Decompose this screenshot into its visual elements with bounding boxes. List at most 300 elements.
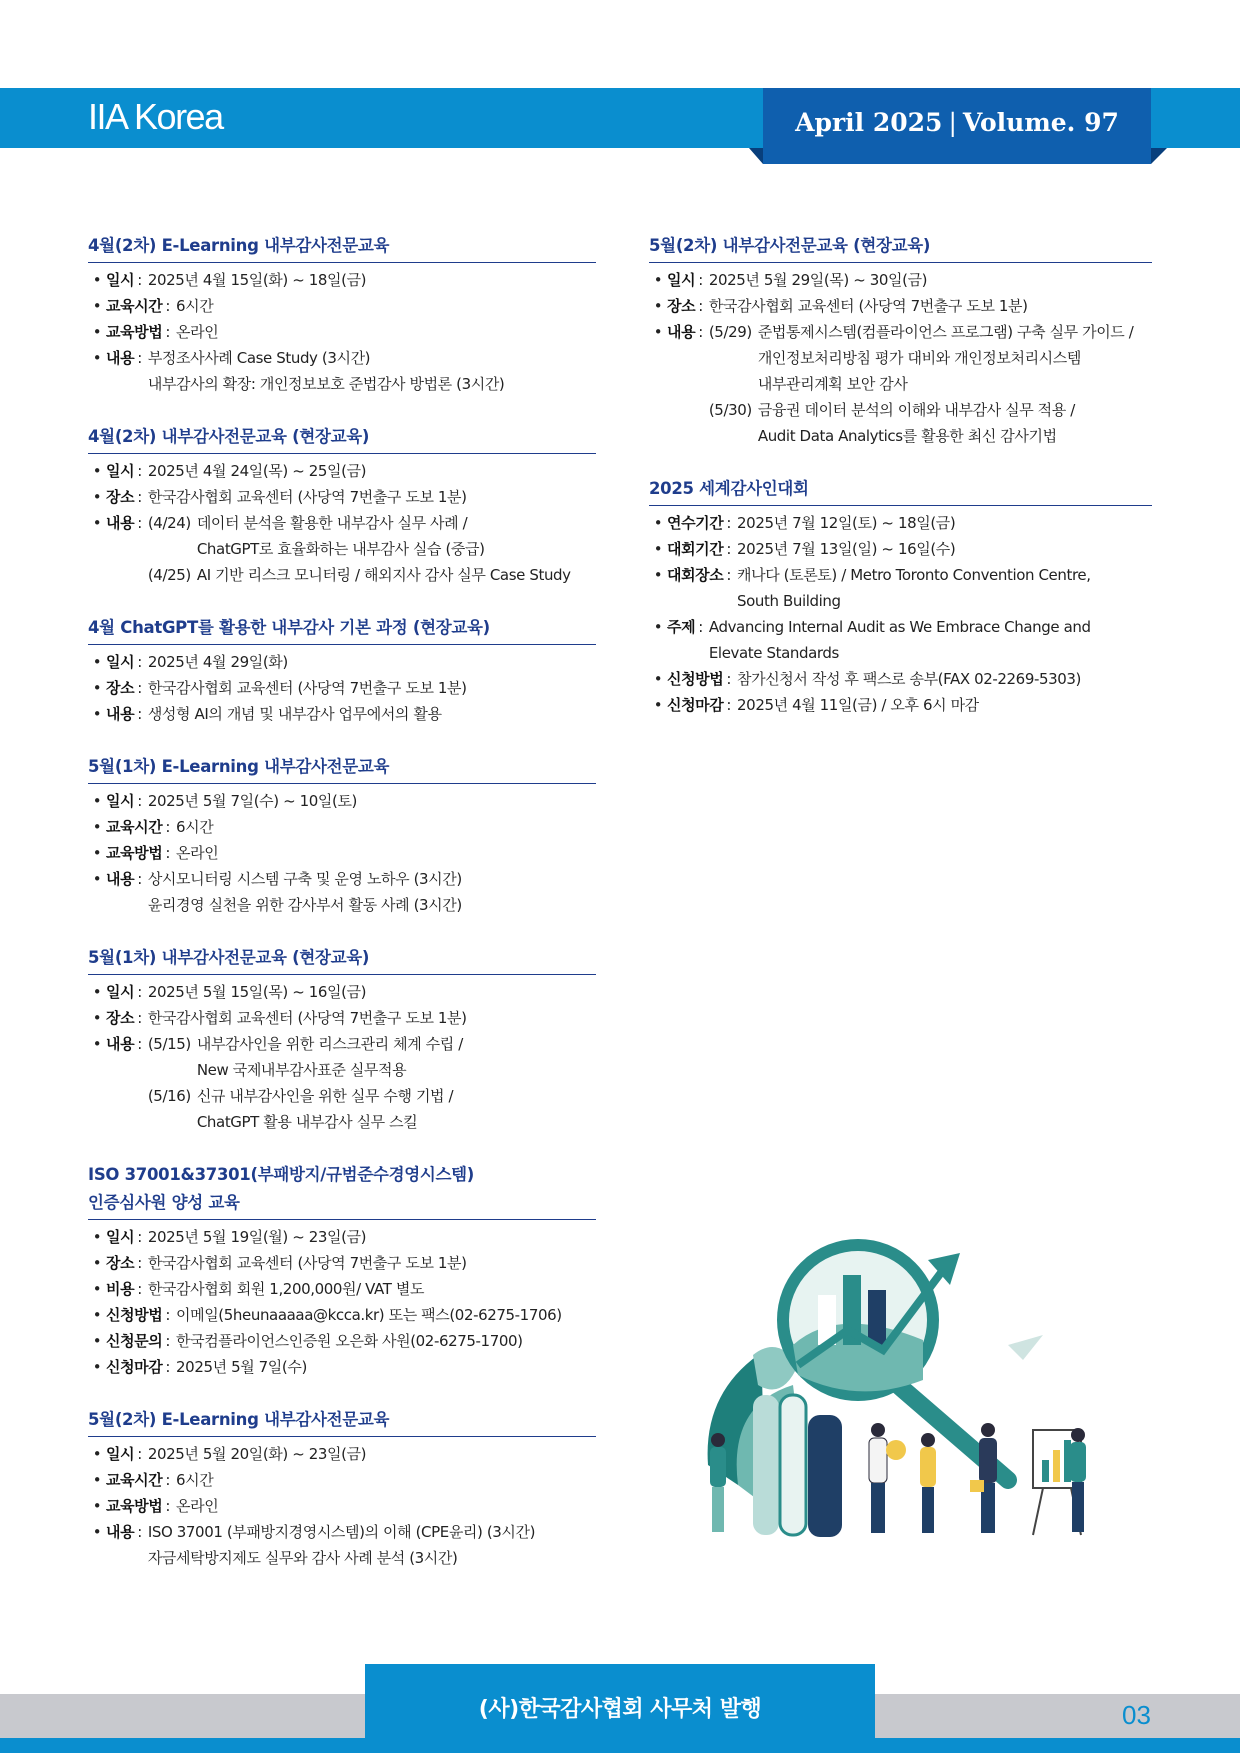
session-lines xyxy=(758,319,1152,397)
detail-row xyxy=(88,458,596,484)
detail-line: 6시간 xyxy=(176,818,214,836)
audit-analytics-illustration xyxy=(698,1235,1098,1545)
bullet-icon: • xyxy=(92,1445,102,1463)
detail-line: 6시간 xyxy=(176,297,214,315)
detail-line: 한국감사협회 교육센터 (사당역 7번출구 도보 1분) xyxy=(147,1009,467,1027)
detail-line: Elevate Standards xyxy=(708,644,839,662)
detail-value xyxy=(737,510,1152,536)
detail-row xyxy=(649,267,1152,293)
detail-line: 2025년 5월 19일(월) ~ 23일(금) xyxy=(147,1228,367,1246)
detail-value xyxy=(148,1031,596,1135)
detail-label: 신청마감 xyxy=(106,1358,163,1376)
detail-value xyxy=(709,293,1152,319)
detail-row xyxy=(88,1441,596,1467)
course-section xyxy=(649,232,1152,449)
detail-row xyxy=(649,692,1152,718)
detail-line: 2025년 5월 7일(수) xyxy=(176,1358,307,1376)
detail-row xyxy=(88,675,596,701)
page-number: 03 xyxy=(1122,1700,1151,1730)
detail-label: 일시 xyxy=(106,653,135,671)
detail-label: 일시 xyxy=(106,983,135,1001)
section-title-line: 5월(2차) E-Learning 내부감사전문교육 xyxy=(88,1410,390,1429)
detail-line: 2025년 4월 15일(화) ~ 18일(금) xyxy=(147,271,367,289)
label-separator: : xyxy=(137,1523,142,1541)
detail-line: 준법통제시스템(컴플라이언스 프로그램) 구축 실무 가이드 / xyxy=(757,323,1134,341)
person-legs xyxy=(1072,1482,1084,1532)
detail-row xyxy=(88,484,596,510)
course-section xyxy=(88,232,596,397)
content-session xyxy=(148,1083,596,1135)
issue-volume: Volume. 97 xyxy=(962,108,1119,137)
section-title-line: 4월(2차) E-Learning 내부감사전문교육 xyxy=(88,236,390,255)
bullet-icon: • xyxy=(653,618,663,636)
detail-label: 비용 xyxy=(106,1280,135,1298)
detail-value xyxy=(176,293,596,319)
issue-separator: | xyxy=(948,108,957,137)
detail-line: 한국감사협회 교육센터 (사당역 7번출구 도보 1분) xyxy=(147,488,467,506)
book-shape xyxy=(808,1415,842,1537)
detail-label: 교육방법 xyxy=(106,844,163,862)
detail-row xyxy=(649,562,1152,614)
detail-row xyxy=(649,614,1152,666)
detail-label: 주제 xyxy=(667,618,696,636)
session-date: (5/15) xyxy=(147,1035,191,1053)
detail-label: 내용 xyxy=(106,705,135,723)
session-lines xyxy=(197,562,596,588)
detail-label: 내용 xyxy=(106,870,135,888)
label-separator: : xyxy=(726,540,732,558)
section-title-line: 5월(1차) E-Learning 내부감사전문교육 xyxy=(88,757,390,776)
detail-line: AI 기반 리스크 모니터링 / 해외지사 감사 실무 Case Study xyxy=(196,566,571,584)
content-session xyxy=(148,562,596,588)
section-title-line: 인증심사원 양성 교육 xyxy=(88,1193,240,1212)
label-separator: : xyxy=(137,462,142,480)
detail-line: 상시모니터링 시스템 구축 및 운영 노하우 (3시간) xyxy=(147,870,462,888)
detail-label: 일시 xyxy=(106,271,135,289)
section-title xyxy=(88,423,596,454)
detail-row xyxy=(88,1467,596,1493)
detail-line: 2025년 5월 7일(수) ~ 10일(토) xyxy=(147,792,357,810)
label-separator: : xyxy=(165,297,171,315)
label-separator: : xyxy=(137,1445,142,1463)
course-section xyxy=(88,753,596,918)
person-head xyxy=(871,1423,885,1437)
detail-row xyxy=(88,701,596,727)
bullet-icon: • xyxy=(653,514,663,532)
label-separator: : xyxy=(137,870,142,888)
book-shape xyxy=(753,1395,779,1535)
detail-row xyxy=(88,1519,596,1571)
detail-value xyxy=(176,1493,596,1519)
label-separator: : xyxy=(698,271,703,289)
session-date: (5/16) xyxy=(147,1087,191,1105)
bullet-icon: • xyxy=(653,670,663,688)
course-section xyxy=(88,614,596,727)
detail-row xyxy=(88,1031,596,1135)
detail-value xyxy=(148,458,596,484)
detail-line: 2025년 4월 24일(목) ~ 25일(금) xyxy=(147,462,367,480)
bullet-icon: • xyxy=(653,566,663,584)
bullet-icon: • xyxy=(653,696,663,714)
label-separator: : xyxy=(698,297,703,315)
detail-label: 일시 xyxy=(106,1445,135,1463)
detail-row xyxy=(88,979,596,1005)
detail-row xyxy=(88,788,596,814)
detail-value xyxy=(148,345,596,397)
section-title xyxy=(88,944,596,975)
detail-row xyxy=(649,536,1152,562)
section-title xyxy=(88,1406,596,1437)
detail-line: 윤리경영 실천을 위한 감사부서 활동 사례 (3시간) xyxy=(147,896,462,914)
detail-line: New 국제내부감사표준 실무적용 xyxy=(196,1061,407,1079)
person-head xyxy=(711,1433,725,1447)
section-title-line: 4월 ChatGPT를 활용한 내부감사 기본 과정 (현장교육) xyxy=(88,618,490,637)
detail-line: 한국감사협회 교육센터 (사당역 7번출구 도보 1분) xyxy=(147,1254,467,1272)
detail-label: 일시 xyxy=(106,1228,135,1246)
label-separator: : xyxy=(726,670,732,688)
detail-line: ChatGPT 활용 내부감사 실무 스킬 xyxy=(196,1113,418,1131)
detail-label: 일시 xyxy=(667,271,696,289)
label-separator: : xyxy=(165,844,171,862)
detail-row xyxy=(649,293,1152,319)
person-body xyxy=(710,1447,726,1487)
label-separator: : xyxy=(165,1306,171,1324)
session-date: (4/25) xyxy=(147,566,191,584)
briefcase-icon xyxy=(970,1480,984,1492)
label-separator: : xyxy=(726,514,732,532)
course-section xyxy=(649,475,1152,718)
detail-line: 한국컴플라이언스인증원 오은화 사원(02-6275-1700) xyxy=(176,1332,523,1350)
detail-value xyxy=(709,614,1152,666)
bullet-icon: • xyxy=(92,271,102,289)
label-separator: : xyxy=(137,792,142,810)
detail-label: 교육시간 xyxy=(106,297,163,315)
section-title-line: 2025 세계감사인대회 xyxy=(649,479,809,498)
label-separator: : xyxy=(137,1254,142,1272)
chart-bar xyxy=(1064,1440,1071,1482)
bullet-icon: • xyxy=(92,297,102,315)
detail-label: 내용 xyxy=(667,323,696,341)
detail-label: 내용 xyxy=(106,349,135,367)
detail-line: 2025년 5월 20일(화) ~ 23일(금) xyxy=(147,1445,367,1463)
label-separator: : xyxy=(698,618,703,636)
course-section xyxy=(88,944,596,1135)
detail-label: 장소 xyxy=(106,1254,135,1272)
detail-value xyxy=(709,267,1152,293)
detail-value xyxy=(148,267,596,293)
detail-line: 내부감사인을 위한 리스크관리 체계 수립 / xyxy=(196,1035,463,1053)
detail-label: 장소 xyxy=(106,488,135,506)
label-separator: : xyxy=(137,679,142,697)
detail-label: 대회기간 xyxy=(667,540,724,558)
paper-plane-icon xyxy=(1008,1335,1043,1360)
detail-line: 2025년 4월 11일(금) / 오후 6시 마감 xyxy=(737,696,979,714)
label-separator: : xyxy=(726,696,732,714)
content-session xyxy=(709,397,1152,449)
detail-value xyxy=(148,788,596,814)
issue-fold-left xyxy=(749,148,763,164)
detail-label: 신청마감 xyxy=(667,696,724,714)
detail-value xyxy=(148,484,596,510)
detail-line: 2025년 7월 13일(일) ~ 16일(수) xyxy=(737,540,956,558)
detail-row xyxy=(88,1276,596,1302)
course-section xyxy=(88,1161,596,1380)
bar-shape xyxy=(868,1290,886,1345)
detail-line: 생성형 AI의 개념 및 내부감사 업무에서의 활용 xyxy=(147,705,442,723)
label-separator: : xyxy=(137,1009,142,1027)
detail-row xyxy=(88,1005,596,1031)
bullet-icon: • xyxy=(92,1471,102,1489)
detail-value xyxy=(148,1005,596,1031)
detail-value xyxy=(148,1519,596,1571)
detail-row xyxy=(88,319,596,345)
detail-line: 2025년 5월 15일(목) ~ 16일(금) xyxy=(147,983,367,1001)
label-separator: : xyxy=(137,705,142,723)
label-separator: : xyxy=(165,1358,171,1376)
bullet-icon: • xyxy=(92,1497,102,1515)
label-separator: : xyxy=(137,1228,142,1246)
bullet-icon: • xyxy=(92,792,102,810)
session-lines xyxy=(197,1031,596,1083)
chart-bar xyxy=(1053,1450,1060,1482)
bullet-icon: • xyxy=(92,844,102,862)
label-separator: : xyxy=(726,566,732,584)
bullet-icon: • xyxy=(92,818,102,836)
detail-value xyxy=(148,866,596,918)
detail-row xyxy=(88,345,596,397)
detail-row xyxy=(88,1224,596,1250)
detail-value xyxy=(148,979,596,1005)
bullet-icon: • xyxy=(92,323,102,341)
detail-value xyxy=(176,1328,596,1354)
label-separator: : xyxy=(137,514,142,532)
detail-label: 일시 xyxy=(106,462,135,480)
person-body xyxy=(979,1438,997,1483)
detail-value xyxy=(148,1441,596,1467)
detail-label: 내용 xyxy=(106,514,135,532)
session-lines xyxy=(197,510,596,562)
label-separator: : xyxy=(165,1471,171,1489)
label-separator: : xyxy=(137,983,142,1001)
detail-line: 온라인 xyxy=(176,323,219,341)
detail-row xyxy=(88,1302,596,1328)
detail-value xyxy=(737,692,1152,718)
right-column xyxy=(649,232,1152,744)
detail-value xyxy=(148,1224,596,1250)
content-session xyxy=(148,510,596,562)
detail-row xyxy=(649,510,1152,536)
detail-label: 내용 xyxy=(106,1035,135,1053)
detail-value xyxy=(148,510,596,588)
detail-line: 2025년 5월 29일(목) ~ 30일(금) xyxy=(708,271,928,289)
detail-value xyxy=(176,319,596,345)
detail-value xyxy=(737,536,1152,562)
detail-line: 한국감사협회 교육센터 (사당역 7번출구 도보 1분) xyxy=(147,679,467,697)
detail-line: 이메일(5heunaaaaa@kcca.kr) 또는 팩스(02-6275-1706) xyxy=(176,1306,562,1324)
section-title xyxy=(649,232,1152,263)
session-lines xyxy=(197,1083,596,1135)
detail-row xyxy=(88,267,596,293)
detail-row xyxy=(88,1354,596,1380)
detail-label: 연수기간 xyxy=(667,514,724,532)
detail-line: 신규 내부감사인을 위한 실무 수행 기법 / xyxy=(196,1087,454,1105)
detail-label: 교육시간 xyxy=(106,1471,163,1489)
section-title xyxy=(88,753,596,784)
course-section xyxy=(88,423,596,588)
label-separator: : xyxy=(698,323,703,341)
detail-line: 내부감사의 확장: 개인정보보호 준법감사 방법론 (3시간) xyxy=(147,375,505,393)
detail-value xyxy=(176,1467,596,1493)
bullet-icon: • xyxy=(92,705,102,723)
detail-label: 교육방법 xyxy=(106,323,163,341)
detail-row xyxy=(649,666,1152,692)
detail-row xyxy=(88,1328,596,1354)
detail-line: 6시간 xyxy=(176,1471,214,1489)
detail-line: 부정조사사례 Case Study (3시간) xyxy=(147,349,371,367)
person-head xyxy=(981,1423,995,1437)
detail-value xyxy=(148,675,596,701)
detail-label: 교육시간 xyxy=(106,818,163,836)
detail-line: 온라인 xyxy=(176,844,219,862)
bullet-icon: • xyxy=(653,297,663,315)
bullet-icon: • xyxy=(92,1254,102,1272)
detail-line: 캐나다 (토론토) / Metro Toronto Convention Centre, xyxy=(737,566,1091,584)
bullet-icon: • xyxy=(92,1280,102,1298)
bullet-icon: • xyxy=(92,488,102,506)
detail-row xyxy=(88,814,596,840)
bullet-icon: • xyxy=(92,1358,102,1376)
session-date: (5/30) xyxy=(708,401,752,419)
detail-value xyxy=(148,701,596,727)
person-legs xyxy=(871,1483,885,1533)
detail-line: 개인정보처리방침 평가 대비와 개인정보처리시스템 xyxy=(757,349,1081,367)
detail-line: 한국감사협회 교육센터 (사당역 7번출구 도보 1분) xyxy=(708,297,1028,315)
bullet-icon: • xyxy=(92,462,102,480)
detail-row xyxy=(88,510,596,588)
detail-line: 참가신청서 작성 후 팩스로 송부(FAX 02-2269-5303) xyxy=(737,670,1081,688)
section-title-line: 5월(1차) 내부감사전문교육 (현장교육) xyxy=(88,948,370,967)
session-date: (5/29) xyxy=(708,323,752,341)
person-body xyxy=(920,1447,936,1487)
bullet-icon: • xyxy=(92,514,102,532)
detail-line: ISO 37001 (부패방지경영시스템)의 이해 (CPE윤리) (3시간) xyxy=(147,1523,536,1541)
detail-label: 신청방법 xyxy=(667,670,724,688)
detail-label: 내용 xyxy=(106,1523,135,1541)
bullet-icon: • xyxy=(92,870,102,888)
section-title-line: 5월(2차) 내부감사전문교육 (현장교육) xyxy=(649,236,931,255)
detail-line: South Building xyxy=(737,592,841,610)
issue-label xyxy=(763,108,1151,137)
detail-value xyxy=(709,319,1152,449)
detail-line: 데이터 분석을 활용한 내부감사 실무 사례 / xyxy=(196,514,468,532)
label-separator: : xyxy=(137,653,142,671)
detail-label: 장소 xyxy=(106,679,135,697)
detail-row xyxy=(649,319,1152,449)
section-title xyxy=(88,1161,596,1220)
person-body xyxy=(869,1438,887,1483)
detail-line: Audit Data Analytics를 활용한 최신 감사기법 xyxy=(757,427,1057,445)
light-bulb-icon xyxy=(886,1440,906,1460)
label-separator: : xyxy=(137,488,142,506)
bullet-icon: • xyxy=(653,540,663,558)
detail-label: 장소 xyxy=(667,297,696,315)
detail-row xyxy=(88,293,596,319)
detail-label: 신청문의 xyxy=(106,1332,163,1350)
label-separator: : xyxy=(137,271,142,289)
section-title xyxy=(649,475,1152,506)
issue-fold-right xyxy=(1151,148,1167,164)
label-separator: : xyxy=(137,1280,142,1298)
content-session xyxy=(148,1031,596,1083)
bullet-icon: • xyxy=(92,1228,102,1246)
label-separator: : xyxy=(165,818,171,836)
detail-line: 금융권 데이터 분석의 이해와 내부감사 실무 적용 / xyxy=(757,401,1075,419)
detail-row xyxy=(88,840,596,866)
bullet-icon: • xyxy=(92,653,102,671)
detail-row xyxy=(88,866,596,918)
bullet-icon: • xyxy=(92,1009,102,1027)
section-title-line: ISO 37001&37301(부패방지/규범준수경영시스템) xyxy=(88,1165,475,1184)
detail-label: 장소 xyxy=(106,1009,135,1027)
issue-month: April 2025 xyxy=(795,108,943,137)
detail-line: 2025년 4월 29일(화) xyxy=(147,653,288,671)
content-session xyxy=(709,319,1152,397)
bullet-icon: • xyxy=(92,679,102,697)
detail-value xyxy=(148,1276,596,1302)
bullet-icon: • xyxy=(92,1035,102,1053)
course-section xyxy=(88,1406,596,1571)
detail-label: 신청방법 xyxy=(106,1306,163,1324)
bullet-icon: • xyxy=(653,271,663,289)
book-shape xyxy=(780,1395,806,1535)
detail-line: ChatGPT로 효율화하는 내부감사 실습 (중급) xyxy=(196,540,485,558)
bullet-icon: • xyxy=(92,1306,102,1324)
label-separator: : xyxy=(165,1497,171,1515)
easel-leg xyxy=(1033,1488,1043,1535)
detail-row xyxy=(88,1493,596,1519)
detail-line: 2025년 7월 12일(토) ~ 18일(금) xyxy=(737,514,956,532)
session-lines xyxy=(758,397,1152,449)
bullet-icon: • xyxy=(92,349,102,367)
detail-row xyxy=(88,1250,596,1276)
person-legs xyxy=(712,1487,724,1532)
section-title xyxy=(88,614,596,645)
detail-row xyxy=(88,649,596,675)
detail-label: 일시 xyxy=(106,792,135,810)
bullet-icon: • xyxy=(92,1332,102,1350)
bullet-icon: • xyxy=(653,323,663,341)
detail-value xyxy=(176,840,596,866)
detail-value xyxy=(148,649,596,675)
detail-line: 한국감사협회 회원 1,200,000원/ VAT 별도 xyxy=(147,1280,425,1298)
person-legs xyxy=(922,1487,934,1533)
label-separator: : xyxy=(137,349,142,367)
footer-publisher: (사)한국감사협회 사무처 발행 xyxy=(478,1697,762,1722)
detail-value xyxy=(176,814,596,840)
detail-line: 내부관리계획 보안 감사 xyxy=(757,375,908,393)
bullet-icon: • xyxy=(92,983,102,1001)
detail-label: 교육방법 xyxy=(106,1497,163,1515)
detail-label: 대회장소 xyxy=(667,566,724,584)
detail-value xyxy=(737,666,1152,692)
brand-logo: IIA Korea xyxy=(88,96,223,137)
session-date: (4/24) xyxy=(147,514,191,532)
label-separator: : xyxy=(137,1035,142,1053)
detail-value xyxy=(737,562,1152,614)
section-title xyxy=(88,232,596,263)
bullet-icon: • xyxy=(92,1523,102,1541)
chart-bar xyxy=(1042,1460,1049,1482)
